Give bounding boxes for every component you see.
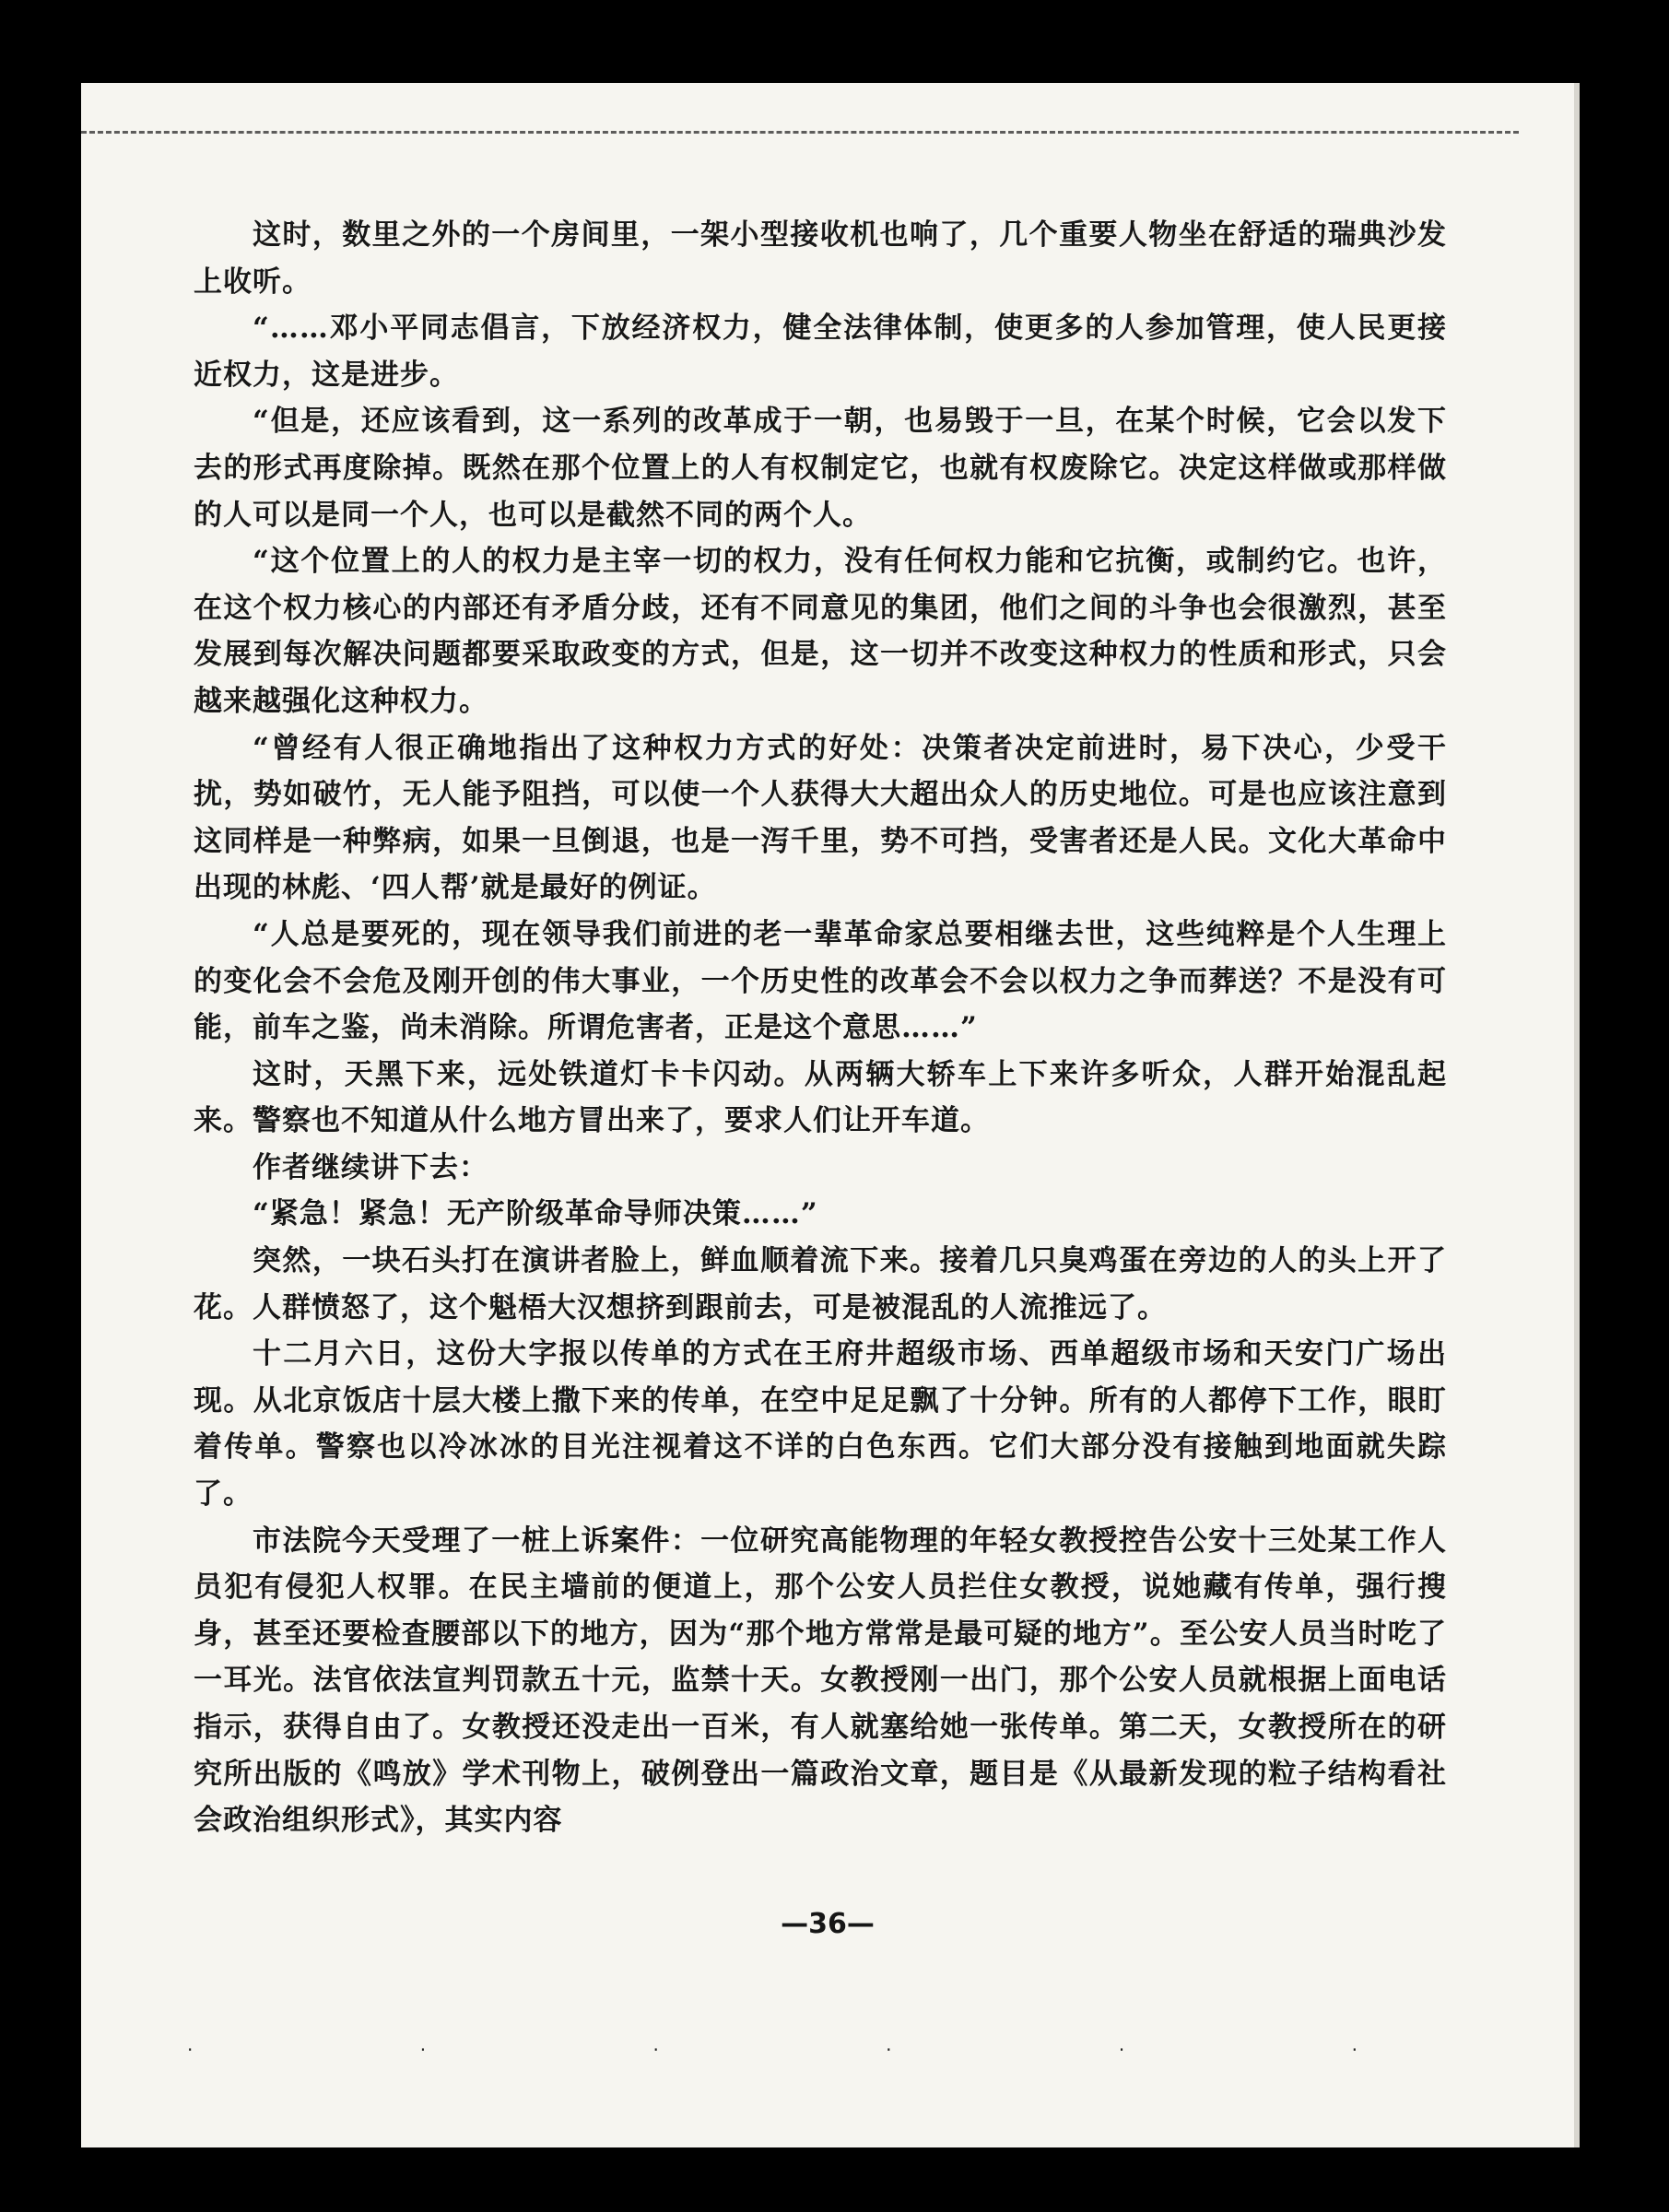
paragraph: “曾经有人很正确地指出了这种权力方式的好处：决策者决定前进时，易下决心，少受干扰，势如破竹，无人能予阻挡，可以使一个人获得大大超出众人的历史地位。可是也应该注意到这同样是一种弊病，如果一旦倒退，也是一泻千里，势不可挡，受害者还是人民。文化大革命中出现的林彪、‘四人帮’就是最好的例证。 — [194, 731, 1447, 905]
paragraph: 这时，天黑下来，远处铁道灯卡卡闪动。从两辆大轿车上下来许多听众，人群开始混乱起来。警察也不知道从什么地方冒出来了，要求人们让开车道。 — [194, 1057, 1447, 1138]
bottom-print-marks: · · · · · · — [187, 2039, 1468, 2061]
paragraph: 市法院今天受理了一桩上诉案件：一位研究高能物理的年轻女教授控告公安十三处某工作人员犯有侵犯人权罪。在民主墙前的便道上，那个公安人员拦住女教授，说她藏有传单，强行搜身，甚至还要检查腰部以下的地方，因为“那个地方常常是最可疑的地方”。至公安人员当时吃了一耳光。法官依法宣判罚款五十元，监禁十天。女教授刚一出门，那个公安人员就根据上面电话指示，获得自由了。女教授还没走出一百米，有人就塞给她一张传单。第二天，女教授所在的研究所出版的《鸣放》学术刊物上，破例登出一篇政治文章，题目是《从最新发现的粒子结构看社会政治组织形式》，其实内容 — [194, 1524, 1447, 1838]
paragraph: “人总是要死的，现在领导我们前进的老一辈革命家总要相继去世，这些纯粹是个人生理上的变化会不会危及刚开创的伟大事业，一个历史性的改革会不会以权力之争而葬送？不是没有可能，前车之鉴，尚未消除。所谓危害者，正是这个意思……” — [194, 917, 1447, 1045]
paragraph: “但是，还应该看到，这一系列的改革成于一朝，也易毁于一旦，在某个时候，它会以发下去的形式再度除掉。既然在那个位置上的人有权制定它，也就有权废除它。决定这样做或那样做的人可以是同一个人，也可以是截然不同的两个人。 — [194, 405, 1447, 532]
paragraph: 作者继续讲下去： — [253, 1150, 488, 1184]
paragraph: “紧急！紧急！无产阶级革命导师决策……” — [253, 1197, 818, 1231]
body-text — [194, 212, 1447, 1844]
document-page — [81, 83, 1580, 2147]
paragraph: “这个位置上的人的权力是主宰一切的权力，没有任何权力能和它抗衡，或制约它。也许，在这个权力核心的内部还有矛盾分歧，还有不同意见的集团，他们之间的斗争也会很激烈，甚至发展到每次解决问题都要采取政变的方式，但是，这一切并不改变这种权力的性质和形式，只会越来越强化这种权力。 — [194, 545, 1447, 718]
paragraph: 这时，数里之外的一个房间里，一架小型接收机也响了，几个重要人物坐在舒适的瑞典沙发上收听。 — [194, 218, 1447, 299]
paragraph: 十二月六日，这份大字报以传单的方式在王府井超级市场、西单超级市场和天安门广场出现。从北京饭店十层大楼上撒下来的传单，在空中足足飘了十分钟。所有的人都停下工作，眼盯着传单。警察也以冷冰冰的目光注视着这不详的白色东西。它们大部分没有接触到地面就失踪了。 — [194, 1337, 1447, 1512]
page-number: —36— — [781, 1908, 875, 1940]
paragraph: 突然，一块石头打在演讲者脸上，鲜血顺着流下来。接着几只臭鸡蛋在旁边的人的头上开了花。人群愤怒了，这个魁梧大汉想挤到跟前去，可是被混乱的人流推远了。 — [194, 1244, 1447, 1324]
top-dashed-rule — [81, 131, 1519, 145]
paragraph: “……邓小平同志倡言，下放经济权力，健全法律体制，使更多的人参加管理，使人民更接近权力，这是进步。 — [194, 312, 1447, 392]
